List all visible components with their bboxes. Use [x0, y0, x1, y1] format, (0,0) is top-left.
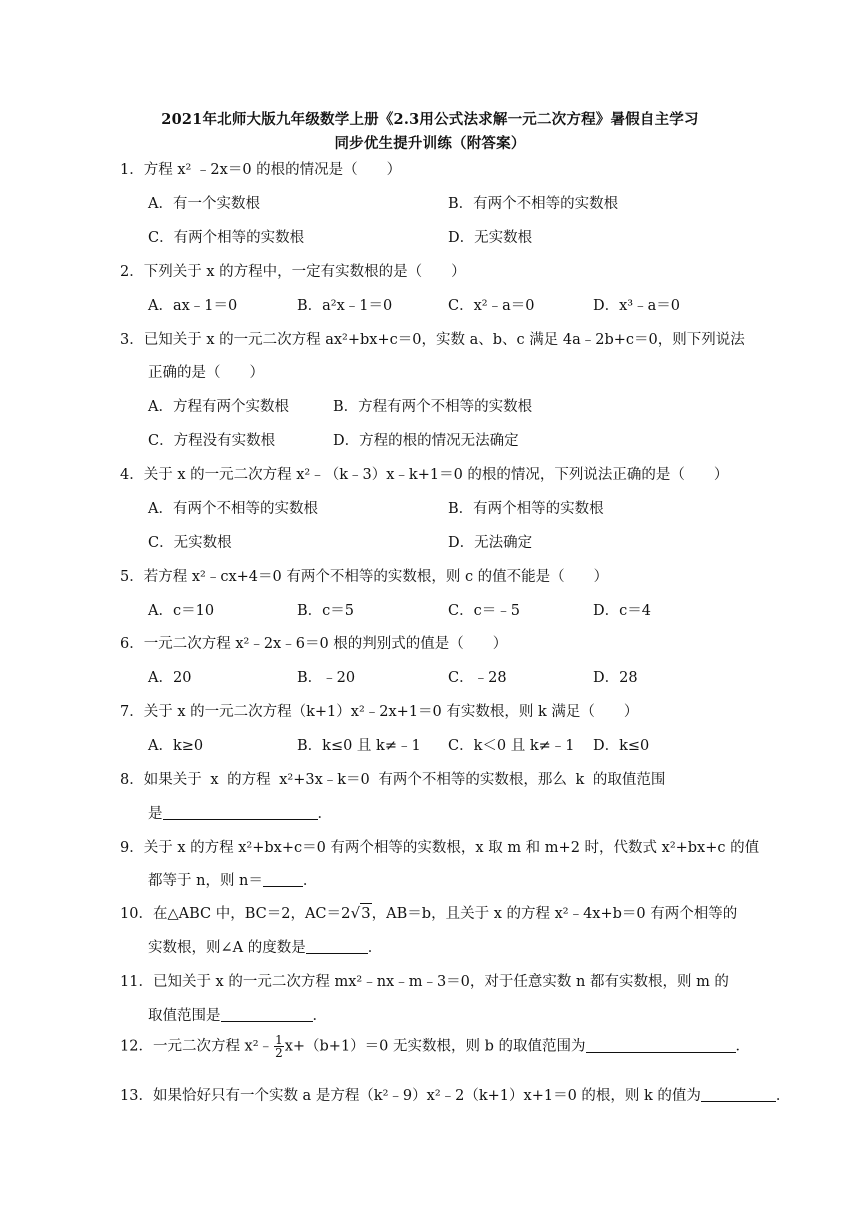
question-7-option-c: C．k＜0 且 k≠﹣1: [448, 738, 575, 754]
question-11-period: ．: [312, 1008, 327, 1024]
question-3-stem-line2: 正确的是（ ）: [148, 365, 264, 381]
question-11-stem-line2: [148, 1004, 327, 1025]
question-9-answer-blank[interactable]: [263, 872, 303, 887]
question-11-stem-prefix: 取值范围是: [148, 1008, 221, 1024]
question-11-answer-blank[interactable]: [221, 1007, 313, 1022]
question-3-option-c: C．方程没有实数根: [148, 433, 276, 449]
question-1-option-b: B．有两个不相等的实数根: [448, 196, 619, 212]
question-9-period: ．: [302, 873, 318, 889]
question-1-option-a: A．有一个实数根: [148, 196, 260, 212]
question-8-answer-blank[interactable]: [163, 805, 318, 820]
question-2-option-b: B．a²x﹣1＝0: [297, 298, 393, 314]
question-13-period: ．: [775, 1088, 791, 1104]
question-7-option-a: A．k≥0: [148, 738, 204, 754]
question-2-option-a: A．ax﹣1＝0: [148, 298, 238, 314]
question-10-stem-line1: [120, 902, 737, 923]
question-2-option-c: C．x²﹣a＝0: [448, 298, 535, 314]
one-half-fraction: [274, 1034, 284, 1059]
question-9-stem-line2: [148, 869, 317, 890]
question-9-stem-prefix: 都等于 n，则 n＝: [148, 873, 263, 889]
question-6-stem: 6．一元二次方程 x²﹣2x﹣6＝0 根的判别式的值是（ ）: [120, 636, 508, 652]
question-10-stem-prefix: 实数根，则∠A 的度数是: [148, 940, 306, 956]
question-8-stem-line1: 8．如果关于 x 的方程 x²+3x﹣k＝0 有两个不相等的实数根，那么 k 的取值范围: [120, 772, 666, 788]
question-8-stem-prefix: 是: [148, 806, 163, 822]
fraction-denominator: 2: [275, 1046, 283, 1060]
question-4-option-b: B．有两个相等的实数根: [448, 501, 604, 517]
question-4-option-c: C．无实数根: [148, 535, 232, 551]
question-13-stem-text: 13．如果恰好只有一个实数 a 是方程（k²﹣9）x²﹣2（k+1）x+1＝0 的根，则 k 的值为: [120, 1088, 701, 1104]
question-13-answer-blank[interactable]: [701, 1087, 776, 1102]
question-1-option-d: D．无实数根: [448, 230, 533, 246]
question-6-option-b: B．﹣20: [297, 670, 356, 686]
question-5-option-d: D．c＝4: [593, 603, 651, 619]
question-10-period: ．: [367, 940, 383, 956]
question-5-stem: 5．若方程 x²﹣cx+4＝0 有两个不相等的实数根，则 c 的值不能是（ ）: [120, 569, 609, 585]
question-12-answer-blank[interactable]: [586, 1038, 736, 1053]
question-12-stem-part1: 12．一元二次方程 x²﹣: [120, 1038, 274, 1055]
question-7-stem: 7．关于 x 的一元二次方程（k+1）x²﹣2x+1＝0 有实数根，则 k 满足（ ）: [120, 704, 639, 720]
question-12-period: ．: [735, 1038, 751, 1055]
question-10-stem-line2: [148, 936, 382, 957]
question-8-stem-line2: [148, 802, 332, 823]
two-root-three-expression: [341, 904, 372, 922]
question-12-stem: [120, 1034, 750, 1059]
question-9-stem-line1: 9．关于 x 的方程 x²+bx+c＝0 有两个相等的实数根，x 取 m 和 m+2 时，代数式 x²+bx+c 的值: [120, 840, 760, 856]
document-title-line1: 2021年北师大版九年级数学上册《2.3用公式法求解一元二次方程》暑假自主学习: [161, 111, 699, 128]
question-3-option-a: A．方程有两个实数根: [148, 399, 289, 415]
question-4-option-a: A．有两个不相等的实数根: [148, 501, 318, 517]
sqrt-coefficient: 2: [341, 904, 351, 922]
question-7-option-d: D．k≤0: [593, 738, 650, 754]
question-11-stem-line1: 11．已知关于 x 的一元二次方程 mx²﹣nx﹣m﹣3＝0，对于任意实数 n 都有实数根，则 m 的: [120, 974, 729, 990]
question-10-stem-part1: 10．在△ABC 中，BC＝2，AC＝: [120, 906, 342, 922]
fraction-numerator: 1: [275, 1033, 283, 1047]
question-4-stem: 4．关于 x 的一元二次方程 x²﹣（k﹣3）x﹣k+1＝0 的根的情况，下列说法正确的是（ ）: [120, 467, 729, 483]
question-3-stem-line1: 3．已知关于 x 的一元二次方程 ax²+bx+c＝0，实数 a、b、c 满足 4a﹣2b+c＝0，则下列说法: [120, 332, 745, 348]
question-8-period: ．: [317, 806, 332, 822]
question-1-option-c: C．有两个相等的实数根: [148, 230, 305, 246]
question-5-option-c: C．c＝﹣5: [448, 603, 520, 619]
question-6-option-c: C．﹣28: [448, 670, 507, 686]
sqrt-radicand: 3: [361, 904, 371, 922]
document-title-line2: 同步优生提升训练（附答案）: [334, 135, 526, 152]
sqrt-sign-icon: √: [350, 904, 361, 922]
question-10-stem-part2: ，AB＝b，且关于 x 的方程 x²﹣4x+b＝0 有两个相等的: [371, 906, 738, 922]
question-1-stem: 1．方程 x² ﹣2x＝0 的根的情况是（ ）: [120, 162, 402, 178]
question-6-option-a: A．20: [148, 670, 192, 686]
question-13-stem: [120, 1084, 790, 1105]
question-5-option-b: B．c＝5: [297, 603, 355, 619]
question-12-stem-part2: x+（b+1）＝0 无实数根，则 b 的取值范围为: [284, 1038, 586, 1055]
question-7-option-b: B．k≤0 且 k≠﹣1: [297, 738, 421, 754]
question-3-option-d: D．方程的根的情况无法确定: [333, 433, 519, 449]
question-5-option-a: A．c＝10: [148, 603, 215, 619]
question-10-answer-blank[interactable]: [306, 939, 368, 954]
question-2-stem: 2．下列关于 x 的方程中，一定有实数根的是（ ）: [120, 264, 466, 280]
question-6-option-d: D．28: [593, 670, 638, 686]
question-4-option-d: D．无法确定: [448, 535, 533, 551]
question-3-option-b: B．方程有两个不相等的实数根: [333, 399, 533, 415]
question-2-option-d: D．x³﹣a＝0: [593, 298, 680, 314]
